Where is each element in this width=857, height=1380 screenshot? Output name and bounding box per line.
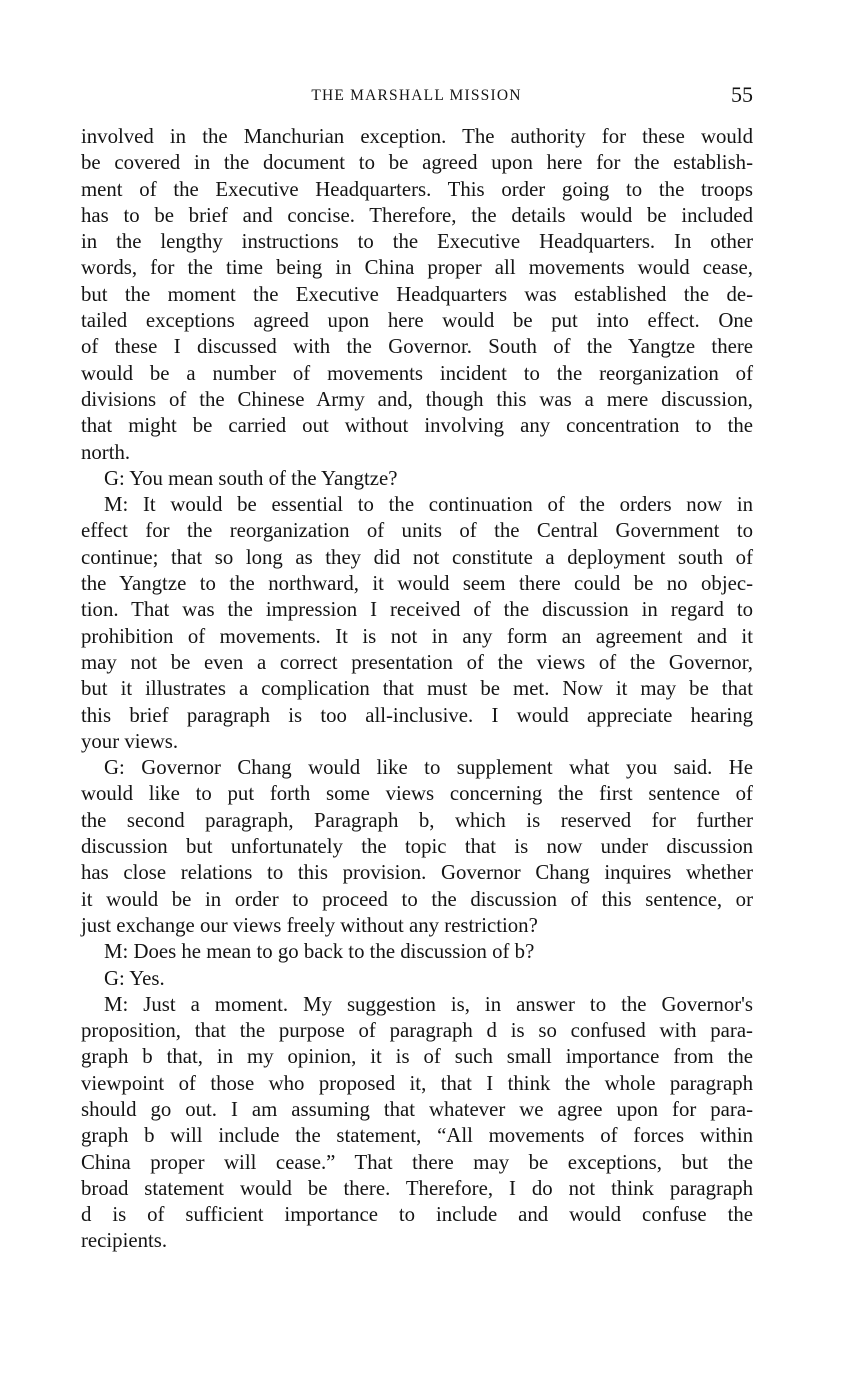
text-line: tailed exceptions agreed upon here would be put into effect. One bbox=[81, 309, 753, 333]
text-line: that might be carried out without involving any concentration to the bbox=[81, 414, 753, 438]
text-line: graph b will include the statement, “All movements of forces within bbox=[81, 1124, 753, 1148]
text-line: in the lengthy instructions to the Executive Headquarters. In other bbox=[81, 230, 753, 254]
text-line: would like to put forth some views concerning the first sentence of bbox=[81, 782, 753, 806]
text-line: this brief paragraph is too all-inclusive. I would appreciate hearing bbox=[81, 703, 753, 727]
text-line: be covered in the document to be agreed upon here for the establish- bbox=[81, 151, 753, 175]
text-line: of these I discussed with the Governor. South of the Yangtze there bbox=[81, 335, 753, 359]
text-line: ment of the Executive Headquarters. This order going to the troops bbox=[81, 177, 753, 201]
text-line: may not be even a correct presentation of the views of the Governor, bbox=[81, 650, 753, 674]
page-number: 55 bbox=[731, 82, 753, 107]
text-line: but it illustrates a complication that must be met. Now it may be that bbox=[81, 677, 753, 701]
text-line: but the moment the Executive Headquarters was established the de- bbox=[81, 282, 753, 306]
text-line: just exchange our views freely without any restriction? bbox=[81, 913, 538, 937]
text-line: the second paragraph, Paragraph b, which is reserved for further bbox=[81, 808, 753, 832]
text-line: continue; that so long as they did not constitute a deployment south of bbox=[81, 545, 753, 569]
text-line: tion. That was the impression I received of the discussion in regard to bbox=[81, 598, 753, 622]
text-line: d is of sufficient importance to include and would confuse the bbox=[81, 1203, 753, 1227]
text-line: China proper will cease.” That there may be exceptions, but the bbox=[81, 1150, 753, 1174]
text-line: recipients. bbox=[81, 1229, 168, 1253]
dialogue-line: G: Governor Chang would like to supplement what you said. He bbox=[104, 756, 753, 780]
text-line: words, for the time being in China proper all movements would cease, bbox=[81, 256, 753, 280]
text-line: the Yangtze to the northward, it would seem there could be no objec- bbox=[81, 572, 753, 596]
text-line: involved in the Manchurian exception. The authority for these would bbox=[81, 125, 753, 148]
running-head bbox=[80, 84, 753, 108]
text-line: divisions of the Chinese Army and, though this was a mere discussion, bbox=[81, 387, 753, 411]
text-line: viewpoint of those who proposed it, that I think the whole paragraph bbox=[81, 1071, 753, 1095]
dialogue-line: M: Does he mean to go back to the discussion of b? bbox=[104, 940, 535, 964]
dialogue-line: G: You mean south of the Yangtze? bbox=[104, 466, 398, 490]
text-line: proposition, that the purpose of paragraph d is so confused with para- bbox=[81, 1019, 753, 1043]
dialogue-line: G: Yes. bbox=[104, 966, 165, 990]
text-line: north. bbox=[81, 440, 131, 464]
running-title: THE MARSHALL MISSION bbox=[311, 87, 522, 104]
text-line: discussion but unfortunately the topic that is now under discussion bbox=[81, 835, 753, 859]
text-line: graph b that, in my opinion, it is of such small importance from the bbox=[81, 1045, 753, 1069]
text-line: has close relations to this provision. Governor Chang inquires whether bbox=[81, 861, 753, 885]
dialogue-line: M: It would be essential to the continuation of the orders now in bbox=[104, 493, 753, 517]
body-text bbox=[81, 124, 753, 1255]
text-line: should go out. I am assuming that whatever we agree upon for para- bbox=[81, 1097, 753, 1121]
text-line: your views. bbox=[81, 729, 179, 753]
text-line: broad statement would be there. Therefore, I do not think paragraph bbox=[81, 1176, 753, 1200]
text-line: has to be brief and concise. Therefore, the details would be included bbox=[81, 203, 753, 227]
text-line: prohibition of movements. It is not in any form an agreement and it bbox=[81, 624, 753, 648]
dialogue-line: M: Just a moment. My suggestion is, in answer to the Governor's bbox=[104, 992, 753, 1016]
text-line: effect for the reorganization of units of the Central Government to bbox=[81, 519, 753, 543]
text-line: it would be in order to proceed to the discussion of this sentence, or bbox=[81, 887, 753, 911]
text-line: would be a number of movements incident to the reorganization of bbox=[81, 361, 753, 385]
